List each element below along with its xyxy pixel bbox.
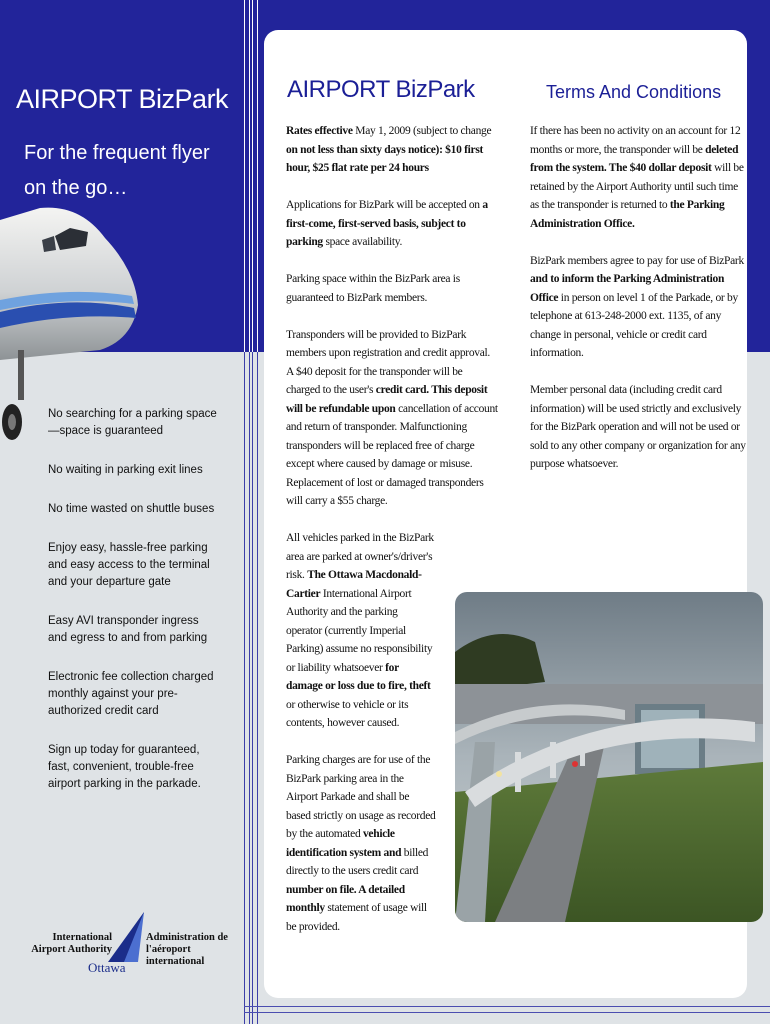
- feature-list: [48, 406, 218, 815]
- left-subtitle: For the frequent flyer on the go…: [24, 142, 210, 199]
- liability-bold: for damage or loss due to fire, theft: [286, 661, 431, 692]
- liability-paragraph: [286, 529, 436, 733]
- logo-french-text: Administration de l'aéroport international: [146, 932, 228, 967]
- payment-paragraph: [530, 252, 746, 363]
- payment-text: in person on level 1 of the Parkade, or by telephone at 613-248-2000 ext. 1135, of any change in personal, vehicle or credit card information.: [530, 291, 738, 359]
- charges-text: statement of usage will be provided.: [286, 902, 427, 933]
- applications-paragraph: [286, 196, 498, 252]
- transponder-text: Transponders will be provided to BizPark members upon registration and credit approval. A $40 deposit for the transponder will be charged to the user's: [286, 328, 490, 396]
- feature-item: No time wasted on shuttle buses: [48, 503, 215, 515]
- transponder-text: cancellation of account and return of transponder. Malfunctioning transponders will be replaced free of charge except where caused by damage or misuse. Replacement of lost or damaged transponders will carry a $55 charge.: [286, 402, 498, 507]
- inactivity-bold: deleted from the system. The $40 dollar deposit: [530, 143, 739, 174]
- liability-text: All vehicles parked in the BizPark area are parked at owner's/driver's risk.: [286, 532, 434, 581]
- feature-item: No waiting in parking exit lines: [48, 464, 203, 476]
- vertical-rule: [244, 352, 250, 1024]
- applications-bold: a first-come, first-served basis, subject to parking: [286, 199, 488, 248]
- feature-item: Enjoy easy, hassle-free parking and easy access to the terminal and your departure gate: [48, 542, 210, 588]
- payment-text: BizPark members agree to pay for use of BizPark: [530, 254, 744, 267]
- rates-text: May 1, 2009 (subject to change: [352, 125, 492, 137]
- feature-item: Sign up today for guaranteed, fast, convenient, trouble-free airport parking in the parkade.: [48, 744, 201, 790]
- inactivity-text: will be retained by the Airport Authority until such time as the transponder is returned to: [530, 162, 744, 211]
- charges-paragraph: [286, 751, 436, 936]
- rates-bold: Rates effective: [286, 125, 353, 137]
- horizontal-rule: [244, 1006, 770, 1007]
- liability-text: International Airport Authority and the parking operator (currently Imperial Parking) assume no responsibility or liability whatsoever: [286, 587, 433, 674]
- rates-bold: on not less than sixty days notice): $10 first hour, $25 flat rate per 24 hours: [286, 143, 484, 174]
- parkade-photo: [455, 592, 763, 922]
- transponder-bold: credit card. This deposit will be refundable upon: [286, 384, 488, 415]
- charges-bold: vehicle identification system and: [286, 828, 402, 859]
- logo-city-text: Ottawa: [88, 960, 126, 975]
- privacy-paragraph: Member personal data (including credit card information) will be used strictly and exclusively for the BizPark operation and will not be used or sold to any other company or organization for any purpose whatsoever.: [530, 384, 746, 470]
- feature-item: Electronic fee collection charged monthly against your pre-authorized credit card: [48, 671, 214, 717]
- applications-text: Applications for BizPark will be accepted on: [286, 199, 483, 211]
- panel-title: AIRPORT BizPark: [287, 76, 475, 103]
- airport-authority-logo: [22, 910, 232, 980]
- charges-text: Parking charges are for use of the BizPark parking area in the Airport Parkade and shall be based strictly on usage as recorded by the automated: [286, 754, 436, 840]
- feature-item: Easy AVI transponder ingress and egress to and from parking: [48, 615, 208, 644]
- inactivity-bold: the Parking Administration Office.: [530, 199, 725, 230]
- left-title: AIRPORT BizPark: [16, 84, 229, 114]
- charges-bold: number on file. A detailed monthly: [286, 883, 405, 914]
- payment-bold: and to inform the Parking Administration Office: [530, 273, 725, 304]
- inactivity-paragraph: [530, 122, 746, 233]
- applications-text: space availability.: [322, 236, 403, 248]
- liability-bold: The Ottawa Macdonald-Cartier: [286, 569, 422, 600]
- logo-english-text: International Airport Authority: [31, 932, 112, 955]
- transponder-paragraph: [286, 326, 498, 511]
- inactivity-text: If there has been no activity on an account for 12 months or more, the transponder will be: [530, 125, 741, 156]
- terms-column: [530, 122, 746, 492]
- charges-text: billed directly to the users credit card: [286, 846, 429, 877]
- feature-item: No searching for a parking space—space is guaranteed: [48, 408, 217, 437]
- liability-text: or otherwise to vehicle or its contents, however caused.: [286, 698, 409, 729]
- terms-heading: Terms And Conditions: [546, 82, 722, 102]
- horizontal-rule: [244, 1012, 770, 1013]
- guarantee-paragraph: Parking space within the BizPark area is guaranteed to BizPark members.: [286, 273, 460, 304]
- vertical-rule: [252, 352, 258, 1024]
- rates-paragraph: [286, 122, 498, 178]
